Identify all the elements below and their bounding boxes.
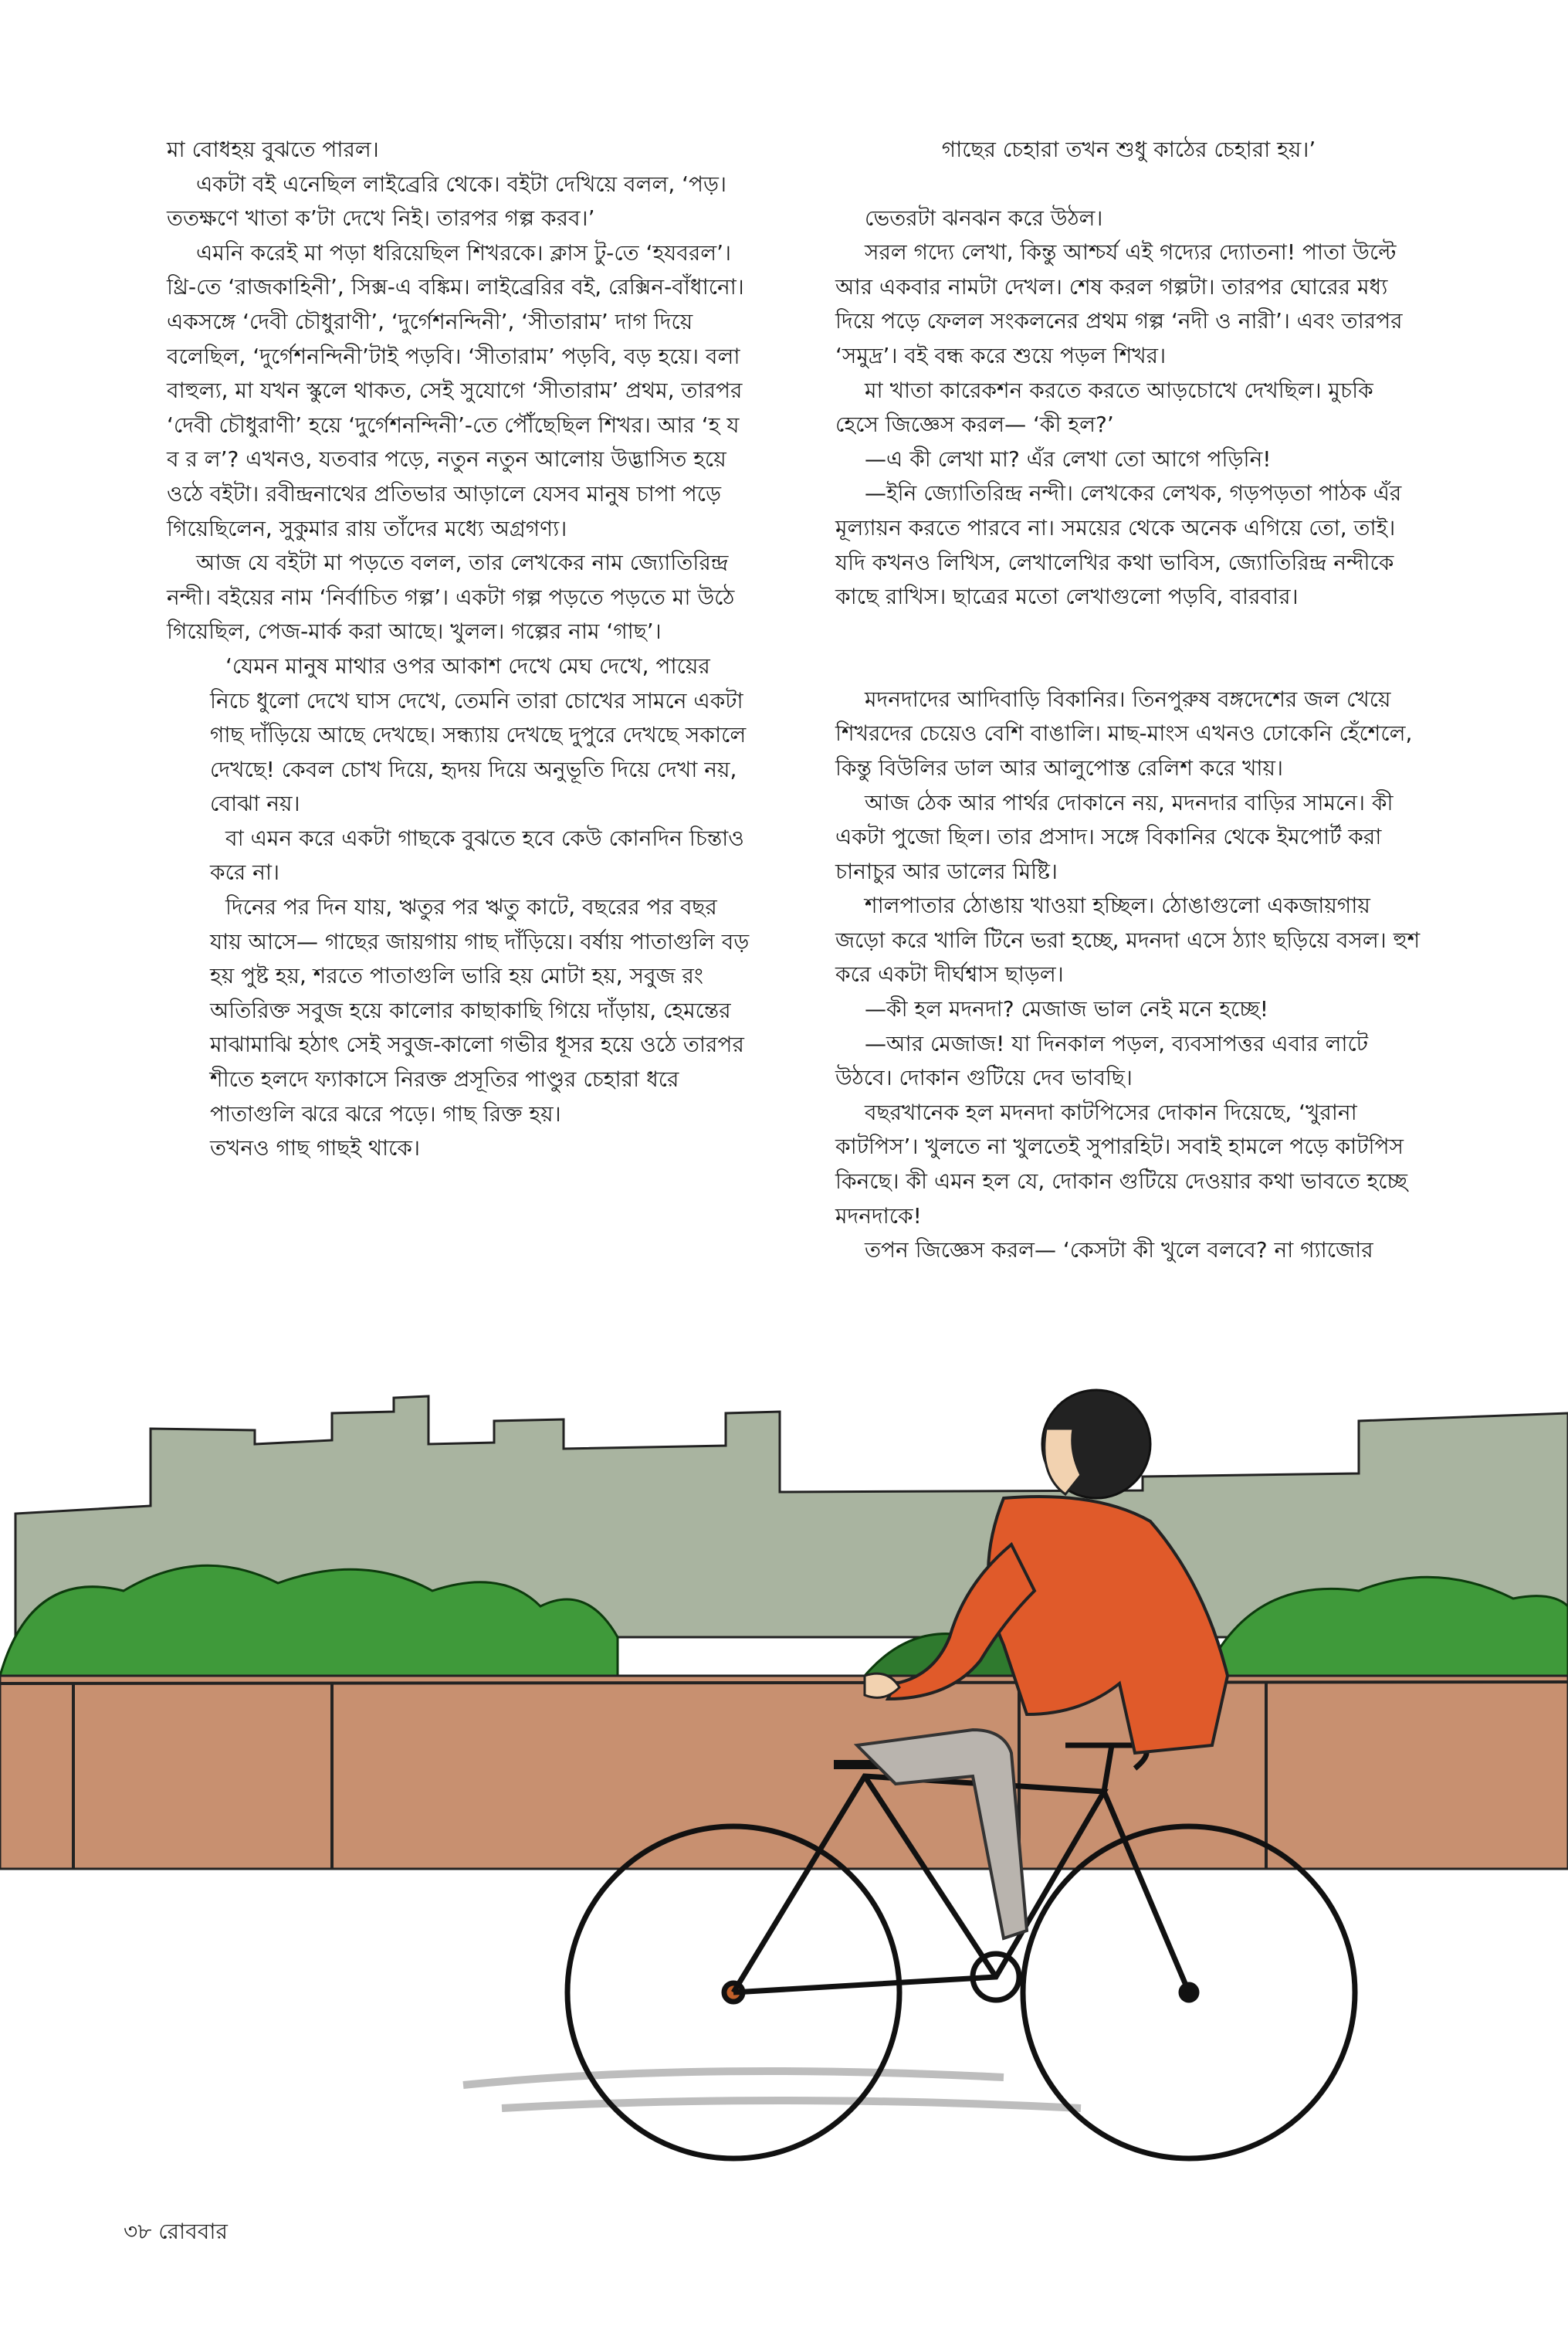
paragraph: বা এমন করে একটা গাছকে বুঝতে হবে কেউ কোনদিন চিন্তাও করে না।: [210, 825, 744, 886]
paragraph: সরল গদ্যে লেখা, কিন্তু আশ্চর্য এই গদ্যের দ্যোতনা! পাতা উল্টে আর একবার নামটা দেখল। শেষ করল গল্পটা। তারপর ঘোরের মধ্য দিয়ে পড়ে ফেলল সংকলনের প্রথম গল্প ‘নদী ও নারী’। এবং তারপর ‘সমুদ্র’। বই বন্ধ করে শুয়ে পড়ল শিখর।: [835, 239, 1403, 368]
paragraph-gap: [835, 168, 1422, 202]
paragraph: বছরখানেক হল মদনদা কাটপিসের দোকান দিয়েছে, ‘খুরানা কাটপিস’। খুলতে না খুলতেই সুপারহিট। সবাই হামলে পড়ে কাটপিস কিনছে। কী এমন হল যে, দোকান গুটিয়ে দেওয়ার কথা ভাবতে হচ্ছে মদনদাকে!: [835, 1099, 1407, 1229]
page-footer: ৩৮ রোববার: [124, 2219, 228, 2244]
paragraph: মা বোধহয় বুঝতে পারল।: [167, 137, 379, 162]
paragraph: মদনদাদের আদিবাড়ি বিকানির। তিনপুরুষ বঙ্গদেশের জল খেয়ে শিখরদের চেয়েও বেশি বাঙালি। মাছ-মাংস এখনও ঢোকেনি হেঁশেলে, কিন্তু বিউলির ডাল আর আলুপোস্ত রেলিশ করে খায়।: [835, 686, 1413, 781]
ground-shadow: [463, 2071, 1081, 2108]
paragraph: গাছের চেহারা তখন শুধু কাঠের চেহারা হয়।’: [941, 137, 1316, 162]
text-column-left: [167, 133, 754, 1166]
paragraph: একটা বই এনেছিল লাইব্রেরি থেকে। বইটা দেখিয়ে বলল, ‘পড়। ততক্ষণে খাতা ক’টা দেখে নিই। তারপর গল্প করব।’: [167, 171, 727, 232]
paragraph: ভেতরটা ঝনঝন করে উঠল।: [865, 205, 1103, 231]
paragraph: মা খাতা কারেকশন করতে করতে আড়চোখে দেখছিল। মুচকি হেসে জিজ্ঞেস করল— ‘কী হল?’: [835, 377, 1373, 438]
paragraph: ‘যেমন মানুষ মাথার ওপর আকাশ দেখে মেঘ দেখে, পায়ের নিচে ধুলো দেখে ঘাস দেখে, তেমনি তারা চোখের সামনে একটা গাছ দাঁড়িয়ে আছে দেখছে। সন্ধ্যায় দেখছে দুপুরে দেখছে সকালে দেখছে! কেবল চোখ দিয়ে, হৃদয় দিয়ে অনুভূতি দিয়ে দেখা নয়, বোঝা নয়।: [210, 653, 747, 817]
paragraph-gap: [835, 615, 1422, 649]
text-column-right: [835, 133, 1422, 1268]
paragraph: দিনের পর দিন যায়, ঋতুর পর ঋতু কাটে, বছরের পর বছর যায় আসে— গাছের জায়গায় গাছ দাঁড়িয়ে। বর্ষায় পাতাগুলি বড় হয় পুষ্ট হয়, শরতে পাতাগুলি ভারি হয় মোটা হয়, সবুজ রং অতিরিক্ত সবুজ হয়ে কালোর কাছাকাছি গিয়ে দাঁড়ায়, হেমন্তের মাঝামাঝি হঠাৎ সেই সবুজ-কালো গভীর ধূসর হয়ে ওঠে তারপর শীতে হলদে ফ্যাকাসে নিরক্ত প্রসূতির পাণ্ডুর চেহারা ধরে পাতাগুলি ঝরে ঝরে পড়ে। গাছ রিক্ত হয়।: [210, 894, 750, 1127]
brick-wall: [0, 1676, 1568, 1869]
paragraph: আজ যে বইটা মা পড়তে বলল, তার লেখকের নাম জ্যোতিরিন্দ্র নন্দী। বইয়ের নাম ‘নির্বাচিত গল্প’। একটা গল্প পড়তে পড়তে মা উঠে গিয়েছিল, পেজ-মার্ক করা আছে। খুলল। গল্পের নাম ‘গাছ’।: [167, 550, 735, 645]
paragraph-gap: [835, 649, 1422, 683]
paragraph: তখনও গাছ গাছই থাকে।: [210, 1135, 420, 1161]
paragraph: শালপাতার ঠোঙায় খাওয়া হচ্ছিল। ঠোঙাগুলো একজায়গায় জড়ো করে খালি টিনে ভরা হচ্ছে, মদনদা এসে ঠ্যাং ছড়িয়ে বসল। হুশ করে একটা দীর্ঘশ্বাস ছাড়ল।: [835, 893, 1421, 988]
paragraph: —আর মেজাজ! যা দিনকাল পড়ল, ব্যবসাপত্তর এবার লাটে উঠবে। দোকান গুটিয়ে দেব ভাবছি।: [835, 1030, 1368, 1091]
paragraph: তপন জিজ্ঞেস করল— ‘কেসটা কী খুলে বলবে? না গ্যাজোর: [865, 1237, 1373, 1263]
cyclist-illustration: [0, 1313, 1568, 2170]
paragraph: আজ ঠেক আর পার্থর দোকানে নয়, মদনদার বাড়ির সামনে। কী একটা পুজো ছিল। তার প্রসাদ। সঙ্গে বিকানির থেকে ইমপোর্ট করা চানাচুর আর ডালের মিষ্টি।: [835, 789, 1394, 884]
paragraph: —ইনি জ্যোতিরিন্দ্র নন্দী। লেখকের লেখক, গড়পড়তা পাঠক এঁর মূল্যায়ন করতে পারবে না। সময়ের থেকে অনেক এগিয়ে তো, তাই। যদি কখনও লিখিস, লেখালেখির কথা ভাবিস, জ্যোতিরিন্দ্র নন্দীকে কাছে রাখিস। ছাত্রের মতো লেখাগুলো পড়বি, বারবার।: [835, 480, 1402, 610]
paragraph: —কী হল মদনদা? মেজাজ ভাল নেই মনে হচ্ছে!: [865, 996, 1268, 1022]
paragraph: —এ কী লেখা মা? এঁর লেখা তো আগে পড়িনি!: [865, 446, 1272, 472]
paragraph: এমনি করেই মা পড়া ধরিয়েছিল শিখরকে। ক্লাস টু-তে ‘হযবরল’। থ্রি-তে ‘রাজকাহিনী’, সিক্স-এ বঙ্কিম। লাইব্রেরির বই, রেক্সিন-বাঁধানো। একসঙ্গে ‘দেবী চৌধুরাণী’, ‘দুর্গেশনন্দিনী’, ‘সীতারাম’ দাগ দিয়ে বলেছিল, ‘দুর্গেশনন্দিনী’টাই পড়বি। ‘সীতারাম’ পড়বি, বড় হয়ে। বলা বাহুল্য, মা যখন স্কুলে থাকত, সেই সুযোগে ‘সীতারাম’ প্রথম, তারপর ‘দেবী চৌধুরাণী’ হয়ে ‘দুর্গেশনন্দিনী’-তে পৌঁছেছিল শিখর। আর ‘হ য ব র ল’? এখনও, যতবার পড়ে, নতুন নতুন আলোয় উদ্ভাসিত হয়ে ওঠে বইটা। রবীন্দ্রনাথের প্রতিভার আড়ালে যেসব মানুষ চাপা পড়ে গিয়েছিলেন, সুকুমার রায় তাঁদের মধ্যে অগ্রগণ্য।: [167, 239, 744, 541]
block-quote: [167, 649, 754, 1166]
